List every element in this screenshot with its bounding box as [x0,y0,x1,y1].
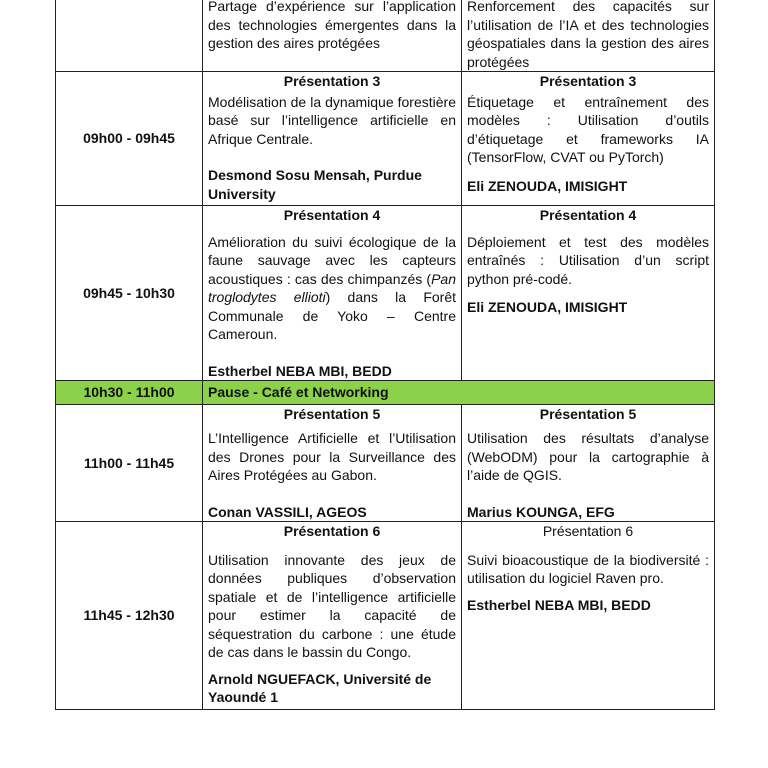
time-cell: 09h00 - 09h45 [56,72,203,206]
session-description: Amélioration du suivi écologique de la faune sauvage avec les capteurs acoustiques : cas des chimpanzés (Pan troglodytes ellioti) dans la Forêt Communale de Yoko – Centre Cameroun. [208,233,456,342]
presentation-heading: Présentation 4 [539,207,637,223]
session-description: L’Intelligence Artificielle et l’Utilisation des Drones pour la Surveillance des Aires Protégées au Gabon. [208,430,456,483]
session-description: Étiquetage et entraînement des modèles : Utilisation d’outils d’étiquetage et frameworks IA (TensorFlow, CVAT ou PyTorch) [467,93,709,165]
table-row [56,0,715,72]
session-cell-right [462,404,715,522]
session-cell-left [203,206,462,381]
session-cell-left [203,0,462,72]
session-cell-right [462,0,715,72]
table-row [56,206,715,381]
session-cell-left [203,404,462,522]
presentation-heading: Présentation 4 [283,207,381,223]
session-description: Partage d’expérience sur l’application des technologies émergentes dans la gestion des aires protégées [208,0,456,51]
table-row-pause [56,381,715,405]
schedule-table [55,0,715,710]
table-row [56,522,715,710]
session-description: Utilisation innovante des jeux de données publiques d’observation spatiale et de l’intelligence artificielle pour estimer la capacité de séquestration du carbone : une étude de cas dans le bassin du Congo. [208,551,456,660]
speaker-name: Eli ZENOUDA, IMISIGHT [467,299,628,315]
speaker-name: Estherbel NEBA MBI, BEDD [467,596,651,613]
time-cell: 10h30 - 11h00 [56,381,203,405]
speaker-name: Estherbel NEBA MBI, BEDD [208,362,392,379]
session-description: Renforcement des capacités sur l’utilisation de l’IA et des technologies géospatiales dans la gestion des aires protégées [467,0,709,70]
presentation-heading: Présentation 5 [283,405,381,422]
session-cell-right [462,522,715,710]
session-description: Modélisation de la dynamique forestière basé sur l’intelligence artificielle en Afrique Centrale. [208,93,456,147]
session-cell-right [462,72,715,206]
speaker-name: Eli ZENOUDA, IMISIGHT [467,177,628,194]
presentation-heading: Présentation 3 [283,73,381,89]
speaker-name: Arnold NGUEFACK, Université de Yaoundé 1 [208,670,432,705]
speaker-name: Marius KOUNGA, EFG [467,503,615,520]
time-cell: 11h45 - 12h30 [56,522,203,710]
presentation-heading: Présentation 3 [539,73,637,89]
speaker-name: Conan VASSILI, AGEOS [208,503,367,520]
session-cell-left [203,522,462,710]
session-description: Suivi bioacoustique de la biodiversité : utilisation du logiciel Raven pro. [467,551,709,586]
presentation-heading: Présentation 6 [283,523,381,539]
speaker-name: Desmond Sosu Mensah, Purdue University [208,167,422,202]
presentation-heading: Présentation 6 [542,523,634,539]
session-description: Utilisation des résultats d’analyse (WebODM) pour la cartographie à l’aide de QGIS. [467,430,709,483]
session-description: Déploiement et test des modèles entraînés : Utilisation d’un script python pré-codé. [467,233,709,287]
time-cell: 09h45 - 10h30 [56,206,203,381]
presentation-heading: Présentation 5 [539,405,637,422]
pause-label: Pause - Café et Networking [203,381,715,405]
session-cell-right [462,206,715,381]
table-row [56,72,715,206]
time-cell [56,0,203,72]
species-name: Pan troglodytes ellioti [208,270,456,305]
time-cell: 11h00 - 11h45 [56,404,203,522]
session-cell-left [203,72,462,206]
table-row [56,404,715,522]
